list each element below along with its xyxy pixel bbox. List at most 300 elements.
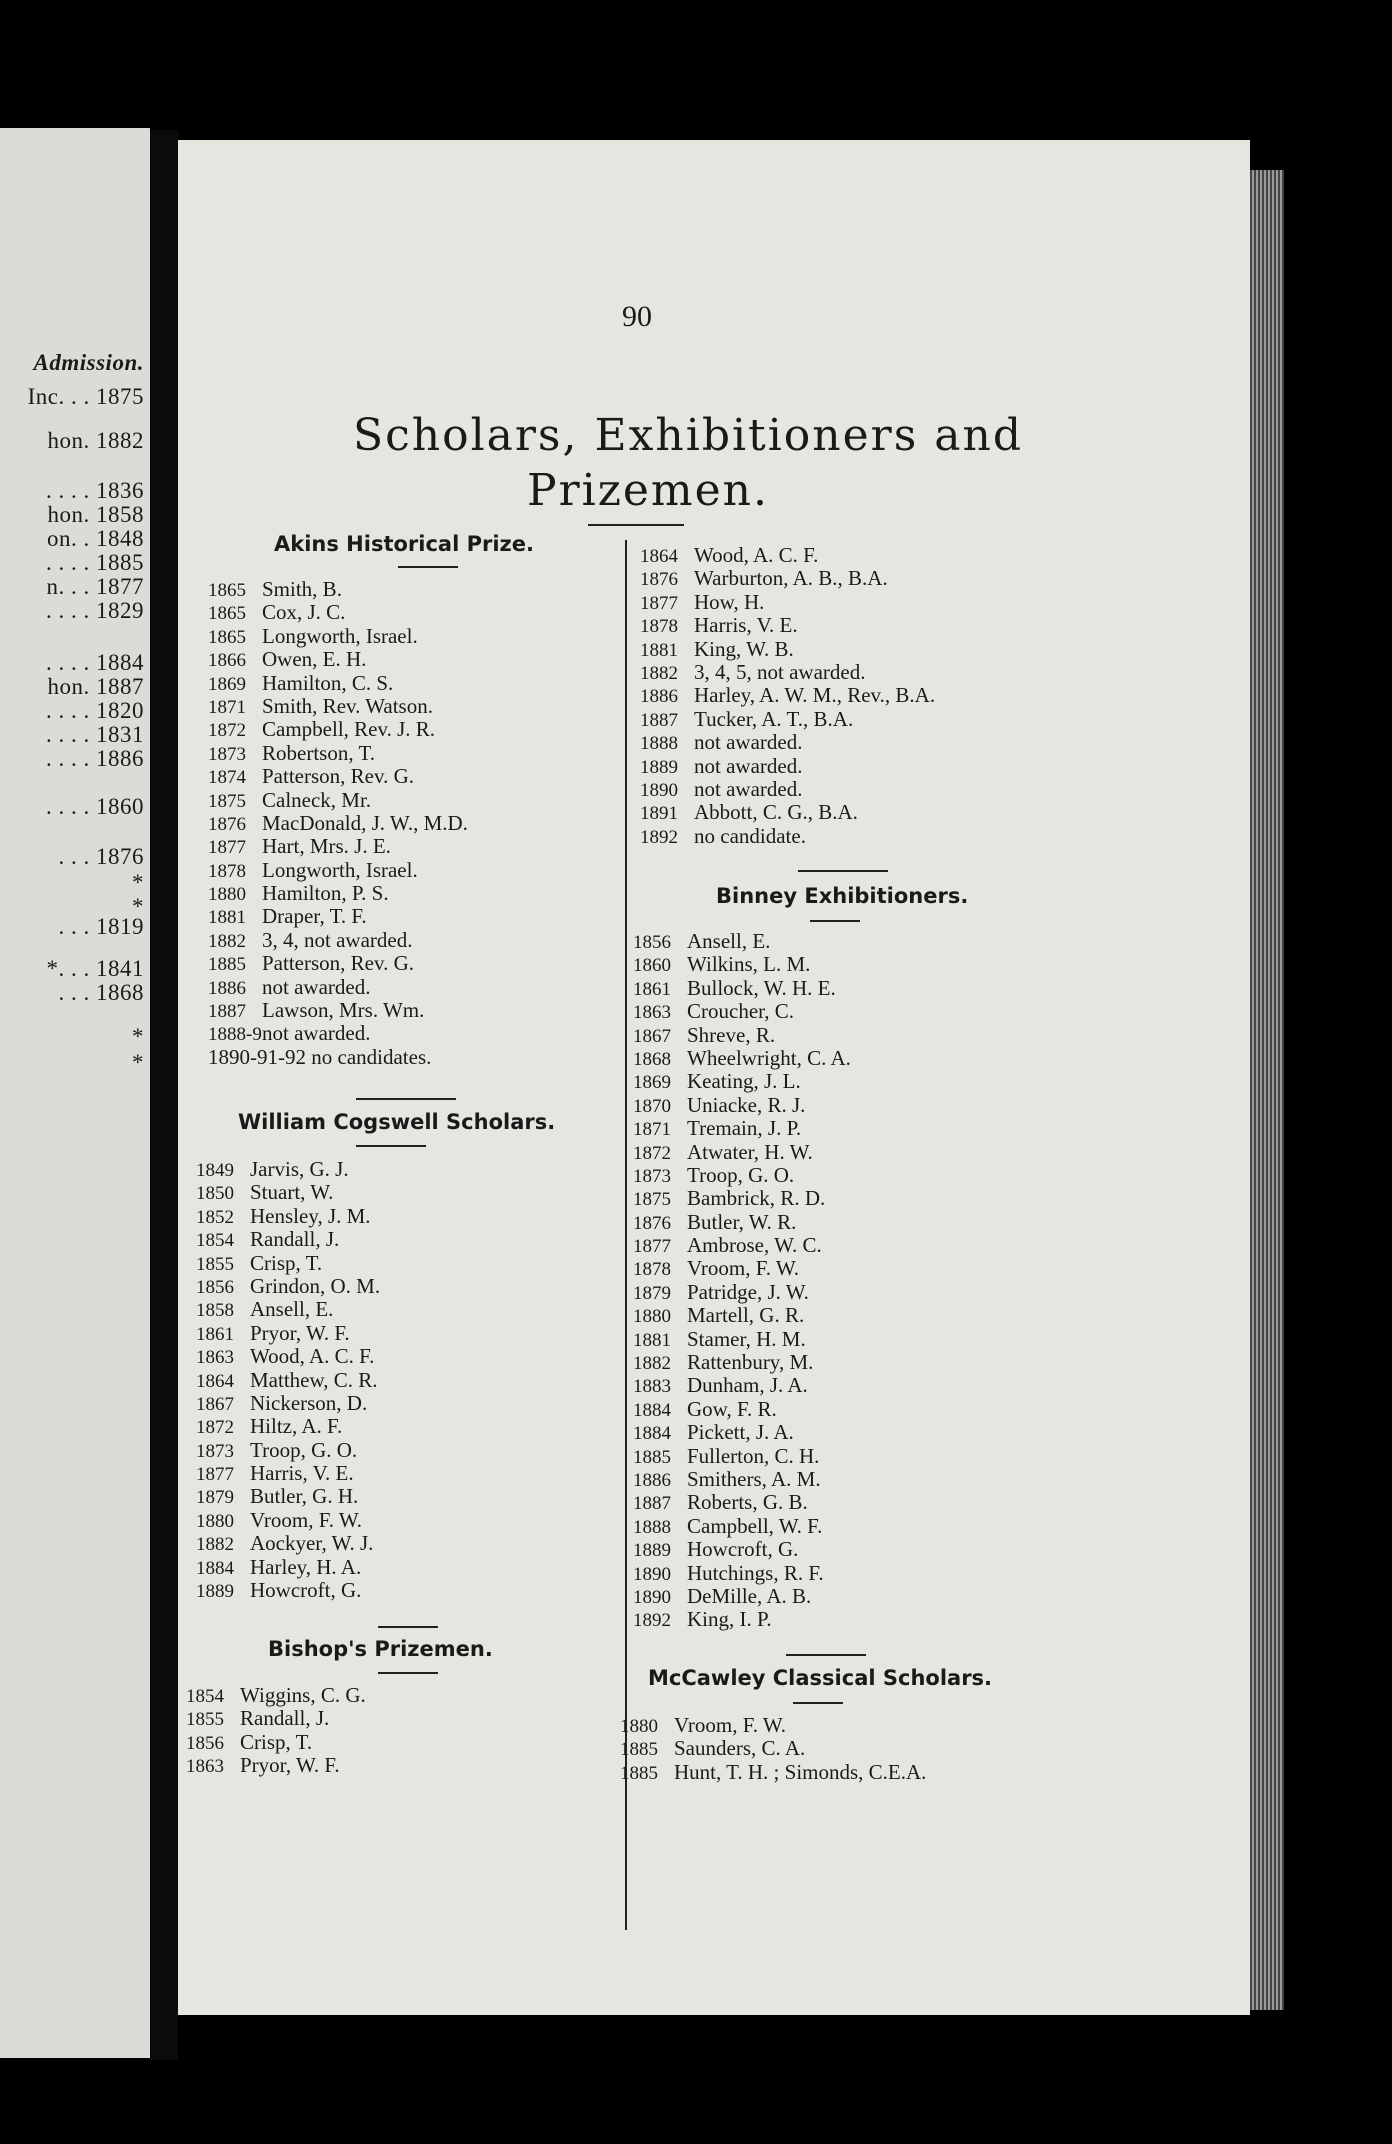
entry-name: Aockyer, W. J. (250, 1531, 374, 1556)
list-item (633, 1070, 851, 1093)
list-item (633, 1187, 851, 1210)
heading-cogswell-scholars: William Cogswell Scholars. (238, 1110, 556, 1134)
entry-year: 1864 (640, 546, 678, 567)
entry-name: How, H. (694, 589, 765, 614)
entry-year: 1867 (196, 1393, 234, 1415)
list-item (196, 1369, 380, 1392)
list-item (633, 1094, 851, 1117)
entry-name: Harris, V. E. (694, 613, 798, 638)
entry-name: Hensley, J. M. (250, 1203, 371, 1228)
entry-year: 1884 (196, 1557, 234, 1579)
entry-name: MacDonald, J. W., M.D. (262, 810, 468, 835)
entry-year: 1873 (208, 743, 246, 765)
left-fragment: *. . . 1841 (46, 956, 144, 981)
list-item (633, 1047, 851, 1070)
entry-name: Saunders, C. A. (674, 1736, 806, 1761)
entry-name: Gow, F. R. (687, 1396, 777, 1421)
entry-name: Rattenbury, M. (687, 1350, 814, 1375)
entry-name: Jarvis, G. J. (250, 1157, 349, 1181)
entry-name: DeMille, A. B. (687, 1583, 812, 1608)
entry-year: 1865 (208, 626, 246, 648)
entry-year: 1888 (633, 1516, 671, 1538)
entry-year: 1872 (208, 720, 246, 742)
list-item (208, 648, 468, 671)
entry-year: 1852 (196, 1206, 234, 1228)
list-item (208, 882, 468, 905)
entry-year: 1855 (186, 1709, 224, 1731)
list-item (196, 1298, 380, 1321)
list-item (633, 1515, 851, 1538)
entry-year: 1856 (196, 1276, 234, 1298)
entry-name: Crisp, T. (250, 1250, 323, 1275)
section-rule (378, 1626, 438, 1628)
cogswell-scholars-list (196, 1158, 380, 1602)
entry-name: Uniacke, R. J. (687, 1092, 806, 1117)
book-page (178, 140, 1250, 2015)
entry-name: Nickerson, D. (250, 1390, 368, 1415)
entry-year: 1877 (208, 837, 246, 859)
entry-name: Lawson, Mrs. Wm. (262, 998, 425, 1023)
left-fragment: on. . 1848 (47, 526, 144, 551)
list-item (196, 1181, 380, 1204)
left-fragment: hon. 1887 (47, 674, 144, 699)
entry-year: 1872 (196, 1417, 234, 1439)
bishops-prizemen-list (186, 1684, 366, 1778)
entry-year: 1890-91-92 (208, 1044, 306, 1069)
list-item (208, 672, 468, 695)
entry-name: Butler, W. R. (687, 1209, 797, 1234)
entry-year: 1880 (208, 884, 246, 906)
entry-year: 1881 (633, 1329, 671, 1351)
list-item (640, 567, 935, 590)
entry-year: 1854 (186, 1686, 224, 1707)
list-item (640, 591, 935, 614)
entry-year: 1876 (208, 813, 246, 835)
entry-name: Harris, V. E. (250, 1461, 354, 1486)
list-item (633, 1491, 851, 1514)
entry-name: Hutchings, R. F. (687, 1560, 824, 1585)
entry-name: Hart, Mrs. J. E. (262, 834, 391, 859)
entry-name: Keating, J. L. (687, 1069, 801, 1094)
list-item (208, 905, 468, 928)
entry-name: Bullock, W. H. E. (687, 975, 836, 1000)
list-item (633, 1538, 851, 1561)
list-item (620, 1714, 926, 1737)
list-item (633, 1024, 851, 1047)
list-item (633, 1468, 851, 1491)
entry-name: not awarded. (694, 730, 803, 755)
entry-name: Tremain, J. P. (687, 1116, 802, 1141)
binney-exhibitioners-list (633, 930, 851, 1632)
list-item (633, 1374, 851, 1397)
list-item (640, 801, 935, 824)
entry-year: 1868 (633, 1048, 671, 1070)
entry-year: 1884 (633, 1423, 671, 1445)
entry-year: 1849 (196, 1160, 234, 1181)
entry-year: 1870 (633, 1095, 671, 1117)
entry-name: not awarded. (262, 1021, 371, 1046)
left-fragment: . . . . 1831 (46, 722, 144, 747)
list-item (208, 789, 468, 812)
entry-name: Draper, T. F. (262, 904, 367, 929)
entry-name: Patterson, Rev. G. (262, 764, 415, 789)
entry-name: Hamilton, P. S. (262, 881, 389, 906)
list-item (196, 1556, 380, 1579)
page-title-line-2: Prizemen. (526, 465, 770, 516)
entry-name: Atwater, H. W. (687, 1139, 813, 1164)
list-item (640, 778, 935, 801)
entry-name: King, I. P. (687, 1607, 772, 1632)
entry-name: Cox, J. C. (262, 600, 346, 625)
page-edges (1250, 170, 1284, 2010)
entry-year: 1890 (640, 779, 678, 801)
list-item (633, 930, 851, 953)
list-item (208, 1022, 468, 1045)
entry-name: Smithers, A. M. (687, 1466, 821, 1491)
list-item (196, 1322, 380, 1345)
entry-name: Pickett, J. A. (687, 1420, 794, 1445)
left-fragment: . . . 1819 (58, 914, 144, 939)
entry-year: 1871 (208, 696, 246, 718)
entry-year: 1876 (633, 1212, 671, 1234)
list-item (633, 1281, 851, 1304)
entry-year: 1858 (196, 1300, 234, 1322)
list-item (633, 1141, 851, 1164)
entry-name: King, W. B. (694, 636, 794, 661)
entry-year: 1863 (633, 1002, 671, 1024)
list-item (633, 1351, 851, 1374)
entry-name: Vroom, F. W. (250, 1507, 362, 1532)
entry-name: Ansell, E. (250, 1297, 334, 1322)
entry-name: Wilkins, L. M. (687, 952, 811, 977)
list-item (640, 661, 935, 684)
entry-year: 1878 (640, 616, 678, 638)
list-item (633, 1445, 851, 1468)
entry-name: Matthew, C. R. (250, 1367, 378, 1392)
entry-name: Longworth, Israel. (262, 623, 418, 648)
entry-year: 1860 (633, 955, 671, 977)
entry-year: 1882 (633, 1353, 671, 1375)
entry-year: 1886 (640, 686, 678, 708)
entry-year: 1877 (196, 1464, 234, 1486)
entry-name: Stamer, H. M. (687, 1326, 806, 1351)
entry-name: not awarded. (694, 753, 803, 778)
entry-year: 1884 (633, 1399, 671, 1421)
entry-name: Ambrose, W. C. (687, 1233, 822, 1258)
entry-name: Fullerton, C. H. (687, 1443, 820, 1468)
left-fragment: . . . . 1820 (46, 698, 144, 723)
entry-name: Stuart, W. (250, 1180, 334, 1205)
list-item (208, 578, 468, 601)
left-fragment: . . . . 1885 (46, 550, 144, 575)
list-item (196, 1275, 380, 1298)
list-item (633, 1304, 851, 1327)
entry-year: 1882 (208, 930, 246, 952)
list-item (633, 977, 851, 1000)
entry-year: 1875 (633, 1189, 671, 1211)
entry-year: 1887 (640, 709, 678, 731)
left-fragment: . . . . 1884 (46, 650, 144, 675)
left-fragment: * (132, 1024, 144, 1049)
entry-name: Campbell, Rev. J. R. (262, 717, 436, 742)
entry-year: 1871 (633, 1119, 671, 1141)
entry-name: Troop, G. O. (250, 1437, 358, 1462)
entry-year: 1883 (633, 1376, 671, 1398)
left-fragment: hon. 1858 (47, 502, 144, 527)
entry-year: 1888-9 (208, 1024, 262, 1046)
list-item (208, 718, 468, 741)
left-fragment: . . . . 1836 (46, 478, 144, 503)
list-item (208, 1046, 468, 1069)
list-item (633, 1608, 851, 1631)
entry-year: 1855 (196, 1253, 234, 1275)
entry-year: 1869 (208, 673, 246, 695)
list-item (196, 1532, 380, 1555)
entry-year: 1885 (633, 1446, 671, 1468)
entry-year: 1861 (196, 1323, 234, 1345)
entry-year: 1887 (208, 1001, 246, 1023)
entry-year: 1890 (633, 1563, 671, 1585)
entry-year: 1891 (640, 803, 678, 825)
heading-binney-exhibitioners: Binney Exhibitioners. (716, 884, 969, 908)
entry-year: 1854 (196, 1230, 234, 1252)
entry-name: no candidates. (311, 1044, 432, 1069)
list-item (633, 1164, 851, 1187)
title-rule (588, 524, 684, 526)
entry-name: Randall, J. (250, 1227, 340, 1252)
list-item (633, 1000, 851, 1023)
list-item (633, 1117, 851, 1140)
entry-year: 1892 (633, 1610, 671, 1632)
entry-name: Martell, G. R. (687, 1303, 805, 1328)
entry-name: Calneck, Mr. (262, 787, 372, 812)
list-item (620, 1761, 926, 1784)
entry-name: Howcroft, G. (250, 1578, 362, 1603)
entry-year: 1877 (633, 1236, 671, 1258)
entry-name: 3, 4, 5, not awarded. (694, 659, 866, 684)
list-item (208, 976, 468, 999)
entry-name: Harley, A. W. M., Rev., B.A. (694, 683, 936, 708)
entry-name: no candidate. (694, 823, 806, 848)
entry-year: 1865 (208, 603, 246, 625)
entry-name: 3, 4, not awarded. (262, 927, 413, 952)
entry-name: Bambrick, R. D. (687, 1186, 826, 1211)
entry-year: 1861 (633, 978, 671, 1000)
entry-year: 1864 (196, 1370, 234, 1392)
list-item (208, 859, 468, 882)
cogswell-scholars-continued-list (640, 544, 935, 848)
entry-year: 1866 (208, 650, 246, 672)
list-item (186, 1707, 366, 1730)
left-fragment: * (132, 1050, 144, 1075)
entry-name: Campbell, W. F. (687, 1513, 823, 1538)
entry-year: 1873 (196, 1440, 234, 1462)
left-fragment: . . . . 1860 (46, 794, 144, 819)
entry-name: Howcroft, G. (687, 1537, 799, 1562)
entry-name: Pryor, W. F. (240, 1753, 340, 1778)
entry-name: Wood, A. C. F. (694, 543, 819, 567)
list-item (208, 812, 468, 835)
list-item (640, 825, 935, 848)
entry-year: 1882 (196, 1534, 234, 1556)
left-fragment: Inc. . . 1875 (27, 384, 144, 409)
entry-name: Vroom, F. W. (687, 1256, 799, 1281)
entry-year: 1890 (633, 1586, 671, 1608)
list-item (633, 1421, 851, 1444)
list-item (196, 1579, 380, 1602)
entry-year: 1886 (208, 977, 246, 999)
list-item (186, 1754, 366, 1777)
entry-name: Abbott, C. G., B.A. (694, 800, 858, 825)
list-item (633, 1257, 851, 1280)
entry-name: Vroom, F. W. (674, 1713, 786, 1737)
section-rule (810, 920, 860, 922)
entry-year: 1856 (186, 1732, 224, 1754)
entry-year: 1863 (186, 1756, 224, 1778)
entry-year: 1889 (640, 756, 678, 778)
entry-name: Patridge, J. W. (687, 1279, 809, 1304)
section-rule (378, 1672, 438, 1674)
entry-year: 1850 (196, 1183, 234, 1205)
heading-akins-prize: Akins Historical Prize. (274, 532, 534, 556)
entry-year: 1886 (633, 1469, 671, 1491)
list-item (196, 1462, 380, 1485)
entry-name: Hiltz, A. F. (250, 1414, 343, 1439)
list-item (633, 953, 851, 976)
section-rule (786, 1654, 866, 1656)
list-item (640, 755, 935, 778)
entry-name: not awarded. (262, 974, 371, 999)
entry-year: 1880 (633, 1306, 671, 1328)
left-fragment: Admission. (33, 350, 144, 375)
section-rule (398, 566, 458, 568)
entry-year: 1873 (633, 1165, 671, 1187)
entry-year: 1887 (633, 1493, 671, 1515)
page-number: 90 (622, 300, 652, 333)
entry-name: Shreve, R. (687, 1022, 776, 1047)
entry-name: Hunt, T. H. ; Simonds, C.E.A. (674, 1759, 927, 1784)
entry-name: Robertson, T. (262, 740, 375, 765)
section-rule (356, 1098, 456, 1100)
list-item (196, 1392, 380, 1415)
list-item (208, 765, 468, 788)
list-item (620, 1737, 926, 1760)
entry-year: 1877 (640, 592, 678, 614)
book-gutter (150, 130, 178, 2060)
entry-name: Wood, A. C. F. (250, 1344, 375, 1369)
entry-year: 1865 (208, 580, 246, 601)
entry-year: 1878 (208, 860, 246, 882)
entry-year: 1856 (633, 932, 671, 953)
entry-name: Butler, G. H. (250, 1484, 359, 1509)
entry-name: Hamilton, C. S. (262, 670, 394, 695)
list-item (208, 999, 468, 1022)
list-item (196, 1205, 380, 1228)
entry-name: Smith, B. (262, 577, 342, 601)
entry-name: Pryor, W. F. (250, 1320, 350, 1345)
heading-bishops-prizemen: Bishop's Prizemen. (268, 1637, 493, 1661)
list-item (208, 952, 468, 975)
entry-year: 1879 (196, 1487, 234, 1509)
heading-mccawley-scholars: McCawley Classical Scholars. (648, 1666, 993, 1690)
left-fragment: . . . . 1886 (46, 746, 144, 771)
entry-name: Croucher, C. (687, 999, 795, 1024)
list-item (186, 1731, 366, 1754)
list-item (196, 1415, 380, 1438)
entry-year: 1874 (208, 767, 246, 789)
list-item (186, 1684, 366, 1707)
entry-name: Troop, G. O. (687, 1162, 795, 1187)
entry-name: Longworth, Israel. (262, 857, 418, 882)
list-item (640, 708, 935, 731)
section-rule (793, 1702, 843, 1704)
list-item (633, 1234, 851, 1257)
entry-name: Tucker, A. T., B.A. (694, 706, 854, 731)
entry-name: Wheelwright, C. A. (687, 1045, 851, 1070)
mccawley-scholars-list (620, 1714, 926, 1784)
page-title-line-1: Scholars, Exhibitioners and (352, 410, 1024, 461)
entry-name: Smith, Rev. Watson. (262, 693, 433, 718)
entry-year: 1881 (640, 639, 678, 661)
entry-year: 1889 (196, 1581, 234, 1603)
entry-year: 1888 (640, 733, 678, 755)
entry-name: Owen, E. H. (262, 647, 367, 672)
list-item (640, 731, 935, 754)
list-item (640, 614, 935, 637)
entry-name: Grindon, O. M. (250, 1273, 381, 1298)
left-page-fragment (0, 128, 150, 2058)
left-fragment: . . . 1868 (58, 980, 144, 1005)
entry-name: Roberts, G. B. (687, 1490, 808, 1515)
entry-name: Crisp, T. (240, 1729, 313, 1754)
entry-year: 1885 (620, 1739, 658, 1761)
entry-year: 1875 (208, 790, 246, 812)
section-rule (798, 870, 888, 872)
entry-year: 1878 (633, 1259, 671, 1281)
list-item (633, 1585, 851, 1608)
list-item (640, 544, 935, 567)
list-item (633, 1328, 851, 1351)
entry-year: 1889 (633, 1540, 671, 1562)
list-item (208, 742, 468, 765)
list-item (196, 1439, 380, 1462)
list-item (633, 1211, 851, 1234)
left-fragment: n. . . 1877 (46, 574, 144, 599)
entry-year: 1879 (633, 1282, 671, 1304)
entry-name: Wiggins, C. G. (240, 1683, 366, 1707)
list-item (196, 1252, 380, 1275)
list-item (196, 1345, 380, 1368)
entry-year: 1892 (640, 826, 678, 848)
list-item (208, 625, 468, 648)
left-fragment: * (132, 870, 144, 895)
list-item (208, 835, 468, 858)
left-fragment: . . . . 1829 (46, 598, 144, 623)
akins-prize-list (208, 578, 468, 1069)
entry-year: 1876 (640, 569, 678, 591)
left-fragment: hon. 1882 (47, 428, 144, 453)
entry-year: 1882 (640, 662, 678, 684)
section-rule (356, 1145, 426, 1147)
list-item (640, 684, 935, 707)
list-item (196, 1509, 380, 1532)
left-fragment: * (132, 894, 144, 919)
entry-name: Ansell, E. (687, 929, 771, 953)
list-item (208, 929, 468, 952)
entry-name: Randall, J. (240, 1706, 330, 1731)
list-item (640, 638, 935, 661)
list-item (196, 1485, 380, 1508)
